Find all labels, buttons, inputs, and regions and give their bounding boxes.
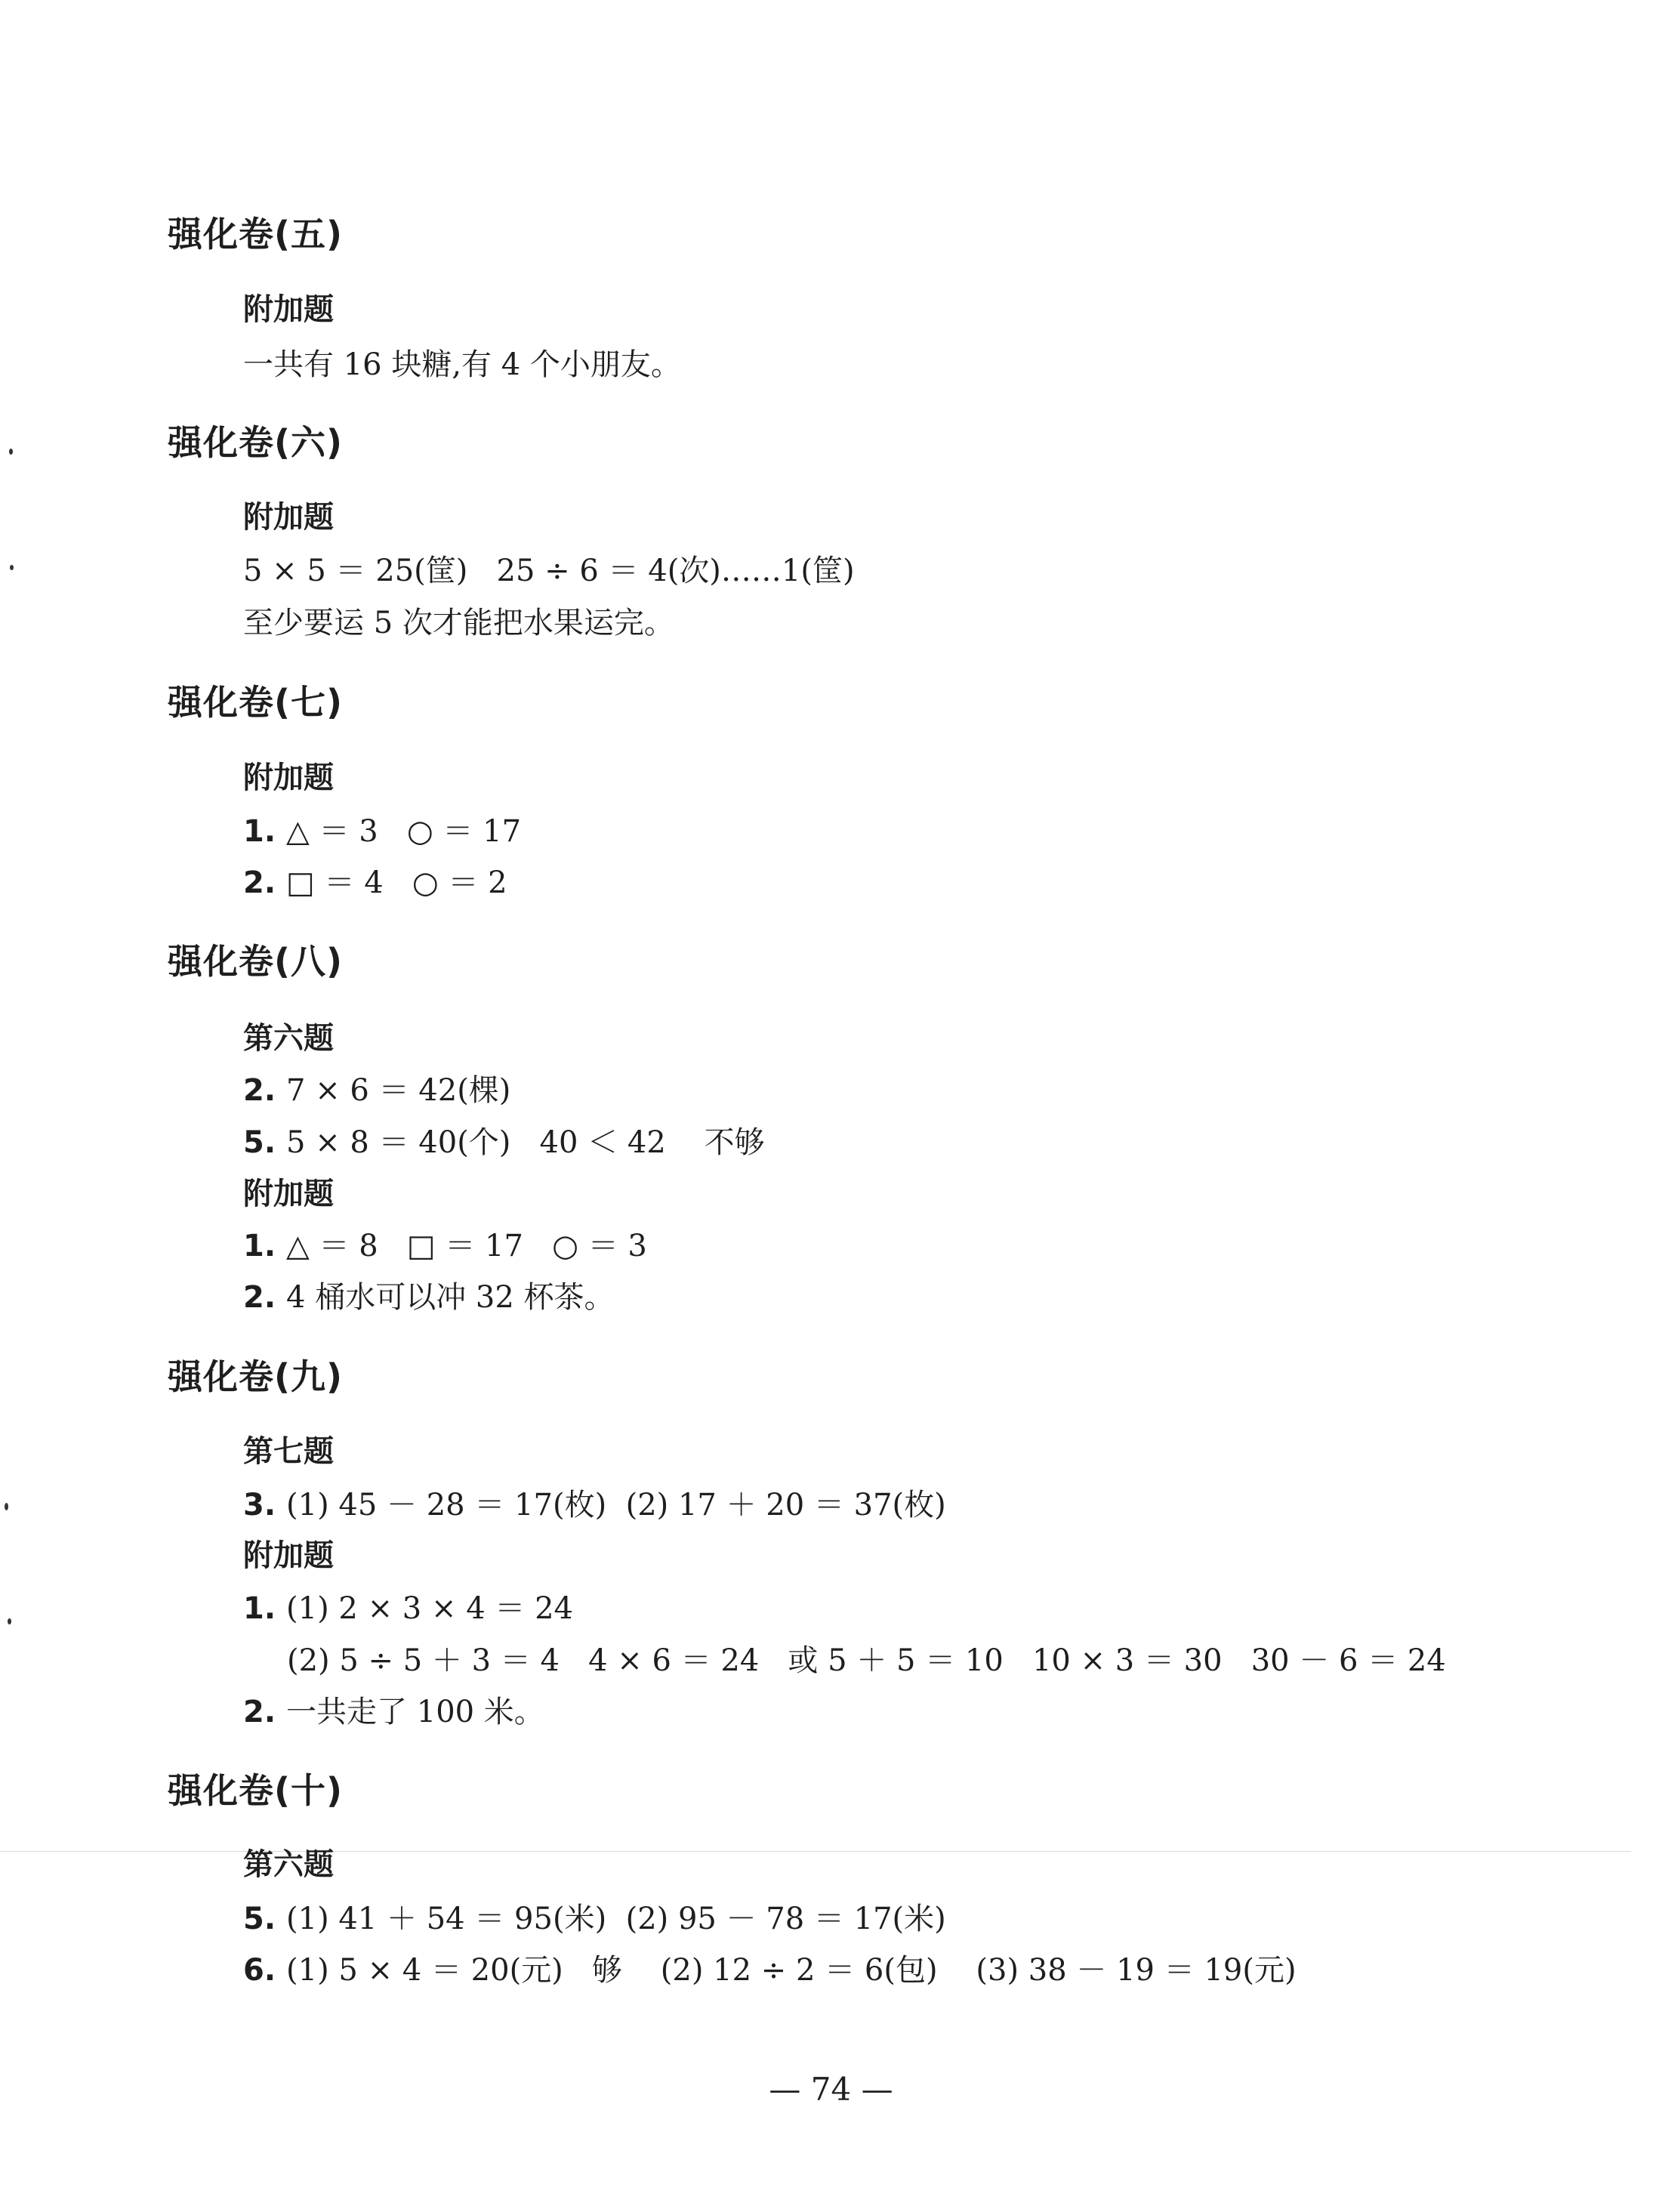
group-heading: 附加题 (243, 292, 334, 327)
answer-text: (1) 41 ＋ 54 ＝ 95(米) (2) 95 － 78 ＝ 17(米) (286, 1902, 946, 1936)
item-number: 1. (243, 1229, 276, 1263)
answer-line (243, 1227, 647, 1265)
answer-text: (1) 45 － 28 ＝ 17(枚) (2) 17 ＋ 20 ＝ 37(枚) (286, 1488, 946, 1522)
item-number: 2. (243, 1280, 276, 1315)
answer-line (287, 1642, 1446, 1680)
section-title: 强化卷(七) (168, 682, 344, 723)
group-heading: 第六题 (243, 1847, 334, 1882)
group-heading: 附加题 (243, 760, 334, 795)
group-heading: 附加题 (243, 500, 334, 535)
item-number: 1. (243, 1591, 276, 1626)
answer-text: (2) 5 ÷ 5 ＋ 3 ＝ 4 4 × 6 ＝ 24 或 5 ＋ 5 ＝ 10 10 × 3 ＝ 30 30 － 6 ＝ 24 (287, 1643, 1446, 1678)
answer-line (243, 604, 674, 642)
section-title: 强化卷(九) (168, 1356, 344, 1397)
answer-text: 5 × 8 ＝ 40(个) 40 ＜ 42 不够 (286, 1125, 765, 1160)
scan-speck (5, 1503, 8, 1510)
answer-text: □ ＝ 4 ○ ＝ 2 (286, 865, 507, 900)
answer-line (243, 1693, 544, 1731)
section-title: 强化卷(五) (168, 214, 344, 255)
scan-speck (10, 565, 14, 570)
answer-line (243, 1486, 946, 1524)
answer-text: 4 桶水可以冲 32 杯茶。 (286, 1280, 615, 1315)
item-number: 3. (243, 1488, 276, 1522)
item-number: 5. (243, 1902, 276, 1936)
answer-line (243, 1951, 1297, 1989)
item-number: 5. (243, 1125, 276, 1160)
answer-line (243, 864, 507, 902)
scan-speck (9, 449, 13, 455)
item-number: 1. (243, 814, 276, 849)
answer-line (243, 1590, 573, 1627)
answer-line (243, 813, 521, 850)
section-title: 强化卷(六) (168, 422, 344, 463)
group-heading: 第七题 (243, 1434, 334, 1469)
answer-line (243, 1279, 615, 1316)
answer-line (243, 552, 855, 590)
answer-text: (1) 5 × 4 ＝ 20(元) 够 (2) 12 ÷ 2 ＝ 6(包) (3) 38 － 19 ＝ 19(元) (286, 1953, 1297, 1988)
group-heading: 第六题 (243, 1021, 334, 1056)
answer-line (243, 346, 681, 384)
answer-text: 一共走了 100 米。 (286, 1695, 544, 1729)
answer-text: (1) 2 × 3 × 4 ＝ 24 (286, 1591, 573, 1626)
section-title: 强化卷(八) (168, 941, 344, 982)
section-title: 强化卷(十) (168, 1770, 344, 1811)
item-number: 6. (243, 1953, 276, 1988)
answer-text: 5 × 5 ＝ 25(筐) 25 ÷ 6 ＝ 4(次)……1(筐) (243, 554, 855, 588)
answer-text: 至少要运 5 次才能把水果运完。 (243, 606, 674, 640)
item-number: 2. (243, 1073, 276, 1108)
answer-line (243, 1900, 946, 1938)
answer-text: △ ＝ 3 ○ ＝ 17 (286, 814, 522, 849)
answer-text: 7 × 6 ＝ 42(棵) (286, 1073, 511, 1108)
group-heading: 附加题 (243, 1177, 334, 1211)
answer-text: △ ＝ 8 □ ＝ 17 ○ ＝ 3 (286, 1229, 647, 1263)
answer-text: 一共有 16 块糖,有 4 个小朋友。 (243, 347, 681, 382)
answer-line (243, 1072, 510, 1109)
answer-line (243, 1124, 765, 1162)
page-number: — 74 — (769, 2071, 893, 2108)
scan-speck (8, 1618, 11, 1624)
group-heading: 附加题 (243, 1538, 334, 1573)
item-number: 2. (243, 1695, 276, 1729)
item-number: 2. (243, 865, 276, 900)
